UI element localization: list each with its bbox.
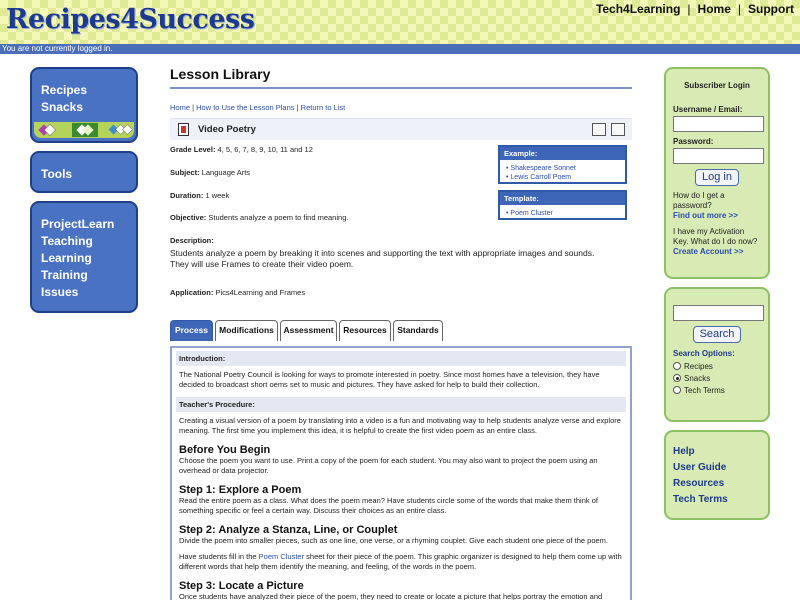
password-input[interactable] [673,148,764,164]
example-link-carroll[interactable]: • Lewis Carroll Poem [506,174,572,181]
lesson-details [170,140,632,600]
step2-title: Step 2: Analyze a Stanza, Line, or Couplet [179,524,398,536]
left-nav-recipes [30,67,138,143]
user-guide-link[interactable]: User Guide [673,462,727,473]
grade-row: Grade Level: 4, 5, 6, 7, 8, 9, 10, 11 and 12 [170,145,313,154]
procedure-heading: Teacher's Procedure: [176,397,626,412]
crumb-home[interactable]: Home [170,103,191,112]
breadcrumb: Home | How to Use the Lesson Plans | Return to List [170,103,346,112]
activation-help: I have my Activation Key. What do I do now? Create Account >> [673,227,758,256]
nav-recipes[interactable]: Recipes [41,83,88,97]
step3-text: Once students have analyzed their piece of the poem, they need to create or locate a picture that helps portray the emotion and [179,592,603,600]
site-logo[interactable]: Recipes4Success [6,4,255,35]
option-recipes[interactable]: Recipes [673,361,761,373]
help-link[interactable]: Help [673,446,695,457]
introduction-heading: Introduction: [176,351,626,366]
login-button[interactable]: Log in [695,169,739,186]
page-title: Lesson Library [170,66,632,89]
left-nav-projectlearn [30,201,138,313]
step1-title: Step 1: Explore a Poem [179,484,302,496]
username-input[interactable] [673,116,764,132]
nav-snacks[interactable]: Snacks [41,100,84,114]
description-text: Students analyze a poem by breaking it into scenes and supporting the text with appropriate images and sounds. They will use Frames to create their video poem. [170,248,595,269]
resources-link[interactable]: Resources [673,478,725,489]
create-account-link[interactable]: Create Account >> [673,247,744,256]
crumb-how-to-use[interactable]: How to Use the Lesson Plans [196,103,295,112]
main-content [170,66,632,600]
subscriber-login-box [664,67,770,279]
poem-cluster-link[interactable]: Poem Cluster [258,552,305,561]
tab-assessment[interactable]: Assessment [280,320,337,341]
password-label: Password: [673,137,714,146]
tab-process[interactable]: Process [170,320,213,341]
diamond-tag-bar [34,122,134,138]
process-panel [170,346,632,600]
site-header [0,0,800,44]
nav-tools[interactable]: Tools [41,167,73,181]
search-options-label: Search Options: [673,349,735,358]
step2-text2: Have students fill in the Poem Cluster sheet for their piece of the poem. This graphic organizer is designed to help them come up with different words that help them identify the meaning, and feeling, of the words in the poem. [179,552,622,571]
diamond-icon [38,123,52,137]
nav-home[interactable]: Home [697,2,731,16]
top-nav: Tech4Learning | Home | Support [595,2,794,16]
left-nav-tools [30,151,138,193]
nav-training[interactable]: Training [41,268,88,282]
nav-tech4learning[interactable]: Tech4Learning [595,2,681,16]
username-label: Username / Email: [673,105,743,114]
lesson-title: Video Poetry [198,124,256,135]
lesson-book-icon [178,123,189,136]
help-box [664,430,770,520]
tech-terms-link[interactable]: Tech Terms [673,494,728,505]
radio-icon[interactable] [673,362,681,370]
objective-value: Students analyze a poem to find meaning. [208,213,349,222]
search-input[interactable] [673,305,764,321]
diamond-icon [108,123,122,137]
procedure-text: Creating a visual version of a poem by translating into a video is a fun and motivating way to help students analyze verse and explore meaning. The first time you implement this idea, it is helpful to create the first video poem as an entire class. [179,416,621,435]
objective-row: Objective: Students analyze a poem to find meaning. [170,213,349,222]
example-header: Example: [500,147,625,160]
introduction-text: The National Poetry Council is looking for ways to promote interested in poetry. Since most homes have a television, they have decided to broadcast short oems set to music and pictures. They have asked for help to build their collection. [179,370,600,389]
login-status: You are not currently logged in. [0,44,800,54]
option-tech-terms[interactable]: Tech Terms [673,385,761,397]
nav-support[interactable]: Support [748,2,794,16]
tab-modifications[interactable]: Modifications [215,320,278,341]
template-header: Template: [500,192,625,205]
duration-row: Duration: 1 week [170,191,230,200]
print-icon[interactable] [592,123,606,136]
template-link-poem-cluster[interactable]: • Poem Cluster [506,210,553,217]
example-link-sonnet[interactable]: • Shakespeare Sonnet [506,165,576,172]
nav-teaching[interactable]: Teaching [41,234,93,248]
subject-value: Language Arts [201,168,251,177]
duration-value: 1 week [205,191,230,200]
radio-selected-icon[interactable] [673,374,681,382]
application-value: Pics4Learning and Frames [215,288,306,297]
application-row: Application: Pics4Learning and Frames [170,288,306,297]
step-before-title: Before You Begin [179,444,271,456]
description-label: Description: [170,236,214,245]
option-snacks[interactable]: Snacks [673,373,761,385]
find-out-more-link[interactable]: Find out more >> [673,211,738,220]
diamond-icon [72,123,86,137]
crumb-return-to-list[interactable]: Return to List [300,103,346,112]
search-box [664,287,770,422]
step3-title: Step 3: Locate a Picture [179,580,304,592]
password-help: How do I get a password? Find out more >> [673,191,738,220]
step1-text: Read the entire poem as a class. What does the poem mean? Have students circle some of the words that make them think of something specific or feel a certain way. Discuss their choices as an entire class. [179,496,598,515]
grade-value: 4, 5, 6, 7, 8, 9, 10, 11 and 12 [217,145,313,154]
radio-icon[interactable] [673,386,681,394]
example-box [498,145,627,184]
save-icon[interactable] [611,123,625,136]
search-button[interactable]: Search [693,326,741,343]
tab-standards[interactable]: Standards [393,320,443,341]
subject-row: Subject: Language Arts [170,168,251,177]
step-before-text: Choose the poem you want to use. Print a copy of the poem for each student. You may also want to project the poem using an overhead or data projector. [179,456,598,475]
nav-projectlearn[interactable]: ProjectLearn [41,217,115,231]
template-box [498,190,627,220]
tab-resources[interactable]: Resources [339,320,391,341]
lesson-title-bar [170,118,632,140]
nav-issues[interactable]: Issues [41,285,79,299]
nav-learning[interactable]: Learning [41,251,92,265]
step2-text: Divide the poem into smaller pieces, such as one line, one verse, or a rhyming couplet. Give each student one piece of the poem. [179,536,608,545]
login-heading: Subscriber Login [684,81,750,90]
